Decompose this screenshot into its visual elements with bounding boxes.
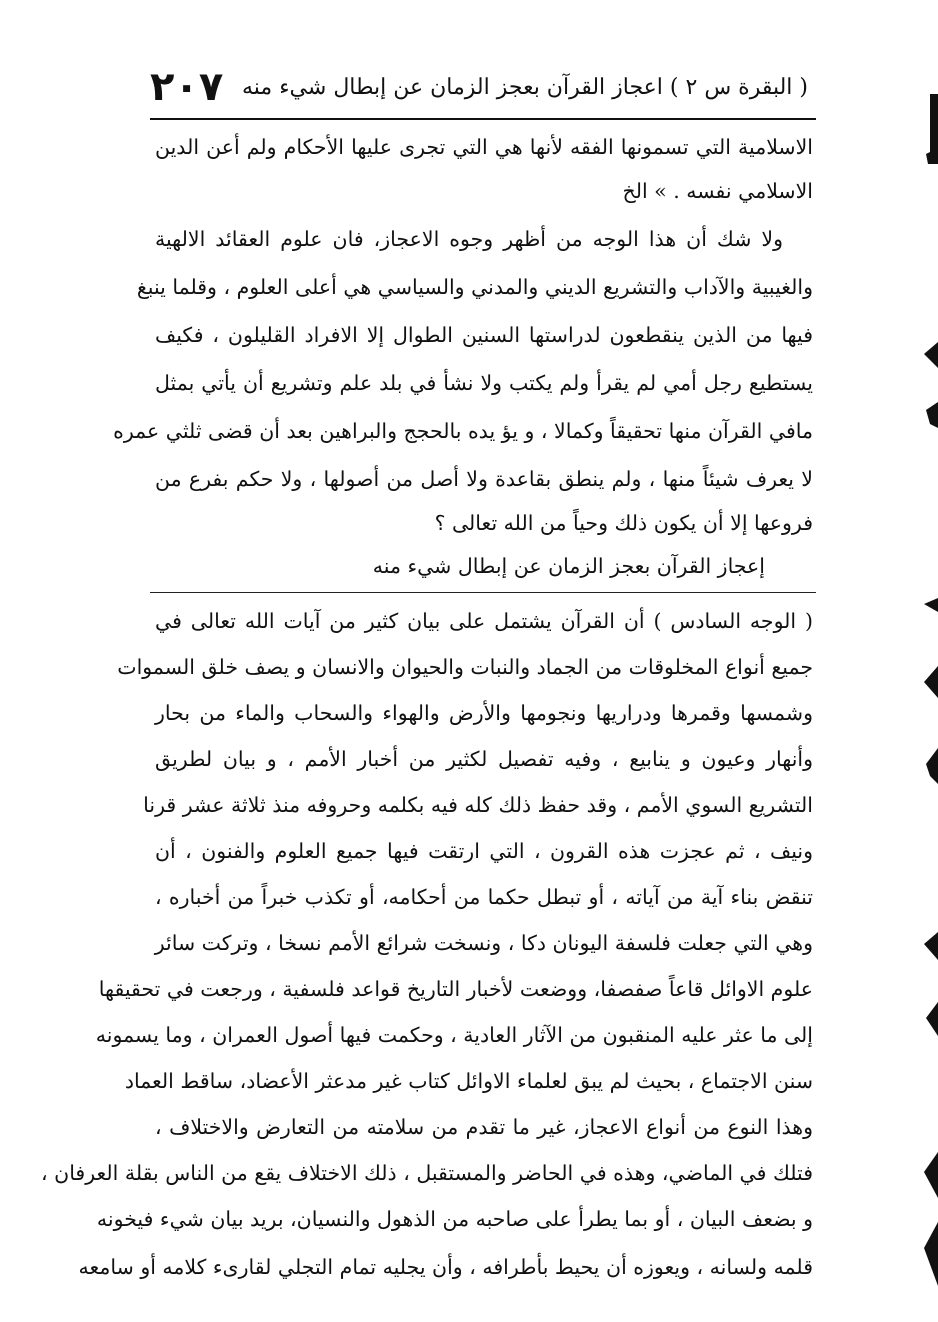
text-line: فروعها إلا أن يكون ذلك وحياً من الله تعالى ؟: [434, 511, 813, 535]
text-line: فتلك في الماضي، وهذه في الحاضر والمستقبل ، ذلك الاختلاف يقع من الناس بقلة العرفان ،: [41, 1161, 813, 1185]
text-line: الاسلامي نفسه . » الخ: [622, 179, 813, 203]
text-line: وهي التي جعلت فلسفة اليونان دكا ، ونسخت شرائع الأمم نسخا ، وتركت سائر: [154, 931, 813, 955]
text-line: يستطيع رجل أمي لم يقرأ ولم يكتب ولا نشأ في بلد علم وتشريع أن يأتي بمثل: [155, 371, 813, 395]
text-line: ولا شك أن هذا الوجه من أظهر وجوه الاعجاز، فان علوم العقائد الالهية: [155, 227, 783, 251]
scan-edge-marks: [924, 72, 938, 1318]
page-header: [150, 62, 808, 112]
text-line: وهذا النوع من أنواع الاعجاز، غير ما تقدم من سلامته من التعارض والاختلاف ،: [155, 1115, 813, 1139]
text-line: وأنهار وعيون و ينابيع ، وفيه تفصيل لكثير من أخبار الأمم ، و بيان لطريق: [155, 747, 813, 771]
running-title: ( البقرة س ٢ ) اعجاز القرآن بعجز الزمان عن إبطال شيء منه: [242, 74, 808, 100]
text-line: والغيبية والآداب والتشريع الديني والمدني والسياسي هي أعلى العلوم ، وقلما ينبغ: [136, 275, 813, 299]
header-divider: [150, 118, 816, 120]
text-line: جميع أنواع المخلوقات من الجماد والنبات والحيوان والانسان و يصف خلق السموات: [117, 655, 813, 679]
text-line: قلمه ولسانه ، ويعوزه أن يحيط بأطرافه ، وأن يجليه تمام التجلي لقارىء كلامه أو سامعه: [78, 1255, 813, 1279]
text-line: إلى ما عثر عليه المنقبون من الآثار العادية ، وحكمت فيها أصول العمران ، وما يسمونه: [95, 1023, 813, 1047]
text-line: تنقض بناء آية من آياته ، أو تبطل حكما من أحكامه، أو تكذب خبراً من أخباره ،: [155, 885, 813, 909]
text-line: وشمسها وقمرها ودراريها ونجومها والأرض والهواء والسحاب والماء من بحار: [155, 701, 813, 725]
text-line: مافي القرآن منها تحقيقاً وكمالا ، و يؤ يده بالحجج والبراهين بعد أن قضى ثلثي عمره: [113, 419, 813, 443]
text-line: علوم الاوائل قاعاً صفصفا، ووضعت لأخبار التاريخ قواعد فلسفية ، ورجعت في تحقيقها: [98, 977, 813, 1001]
text-line: لا يعرف شيئاً منها ، ولم ينطق بقاعدة ولا أصل من أصولها ، ولا حكم بفرع من: [155, 467, 813, 491]
text-line: فيها من الذين ينقطعون لدراستها السنين الطوال إلا الافراد القليلون ، فكيف: [155, 323, 813, 347]
text-line: التشريع السوي الأمم ، وقد حفظ ذلك كله فيه بكلمه وحروفه منذ ثلاثة عشر قرنا: [143, 793, 813, 817]
text-line: سنن الاجتماع ، بحيث لم يبق لعلماء الاوائل كتاب غير مدعثر الأعضاد، ساقط العماد: [124, 1069, 813, 1093]
text-line: ونيف ، ثم عجزت هذه القرون ، التي ارتقت فيها جميع العلوم والفنون ، أن: [155, 839, 813, 863]
text-line: الاسلامية التي تسمونها الفقه لأنها هي التي تجرى عليها الأحكام ولم أعن الدين: [155, 135, 813, 159]
text-line: ( الوجه السادس ) أن القرآن يشتمل على بيان كثير من آيات الله تعالى في: [155, 609, 813, 633]
binding-shadow-icon: [924, 72, 938, 1318]
section-heading: إعجاز القرآن بعجز الزمان عن إبطال شيء منه: [372, 554, 765, 578]
section-divider: [150, 592, 816, 593]
text-line: و بضعف البيان ، أو بما يطرأ على صاحبه من الذهول والنسيان، بريد بيان شيء فيخونه: [96, 1207, 813, 1231]
page-number: ٢٠٧: [150, 64, 224, 110]
